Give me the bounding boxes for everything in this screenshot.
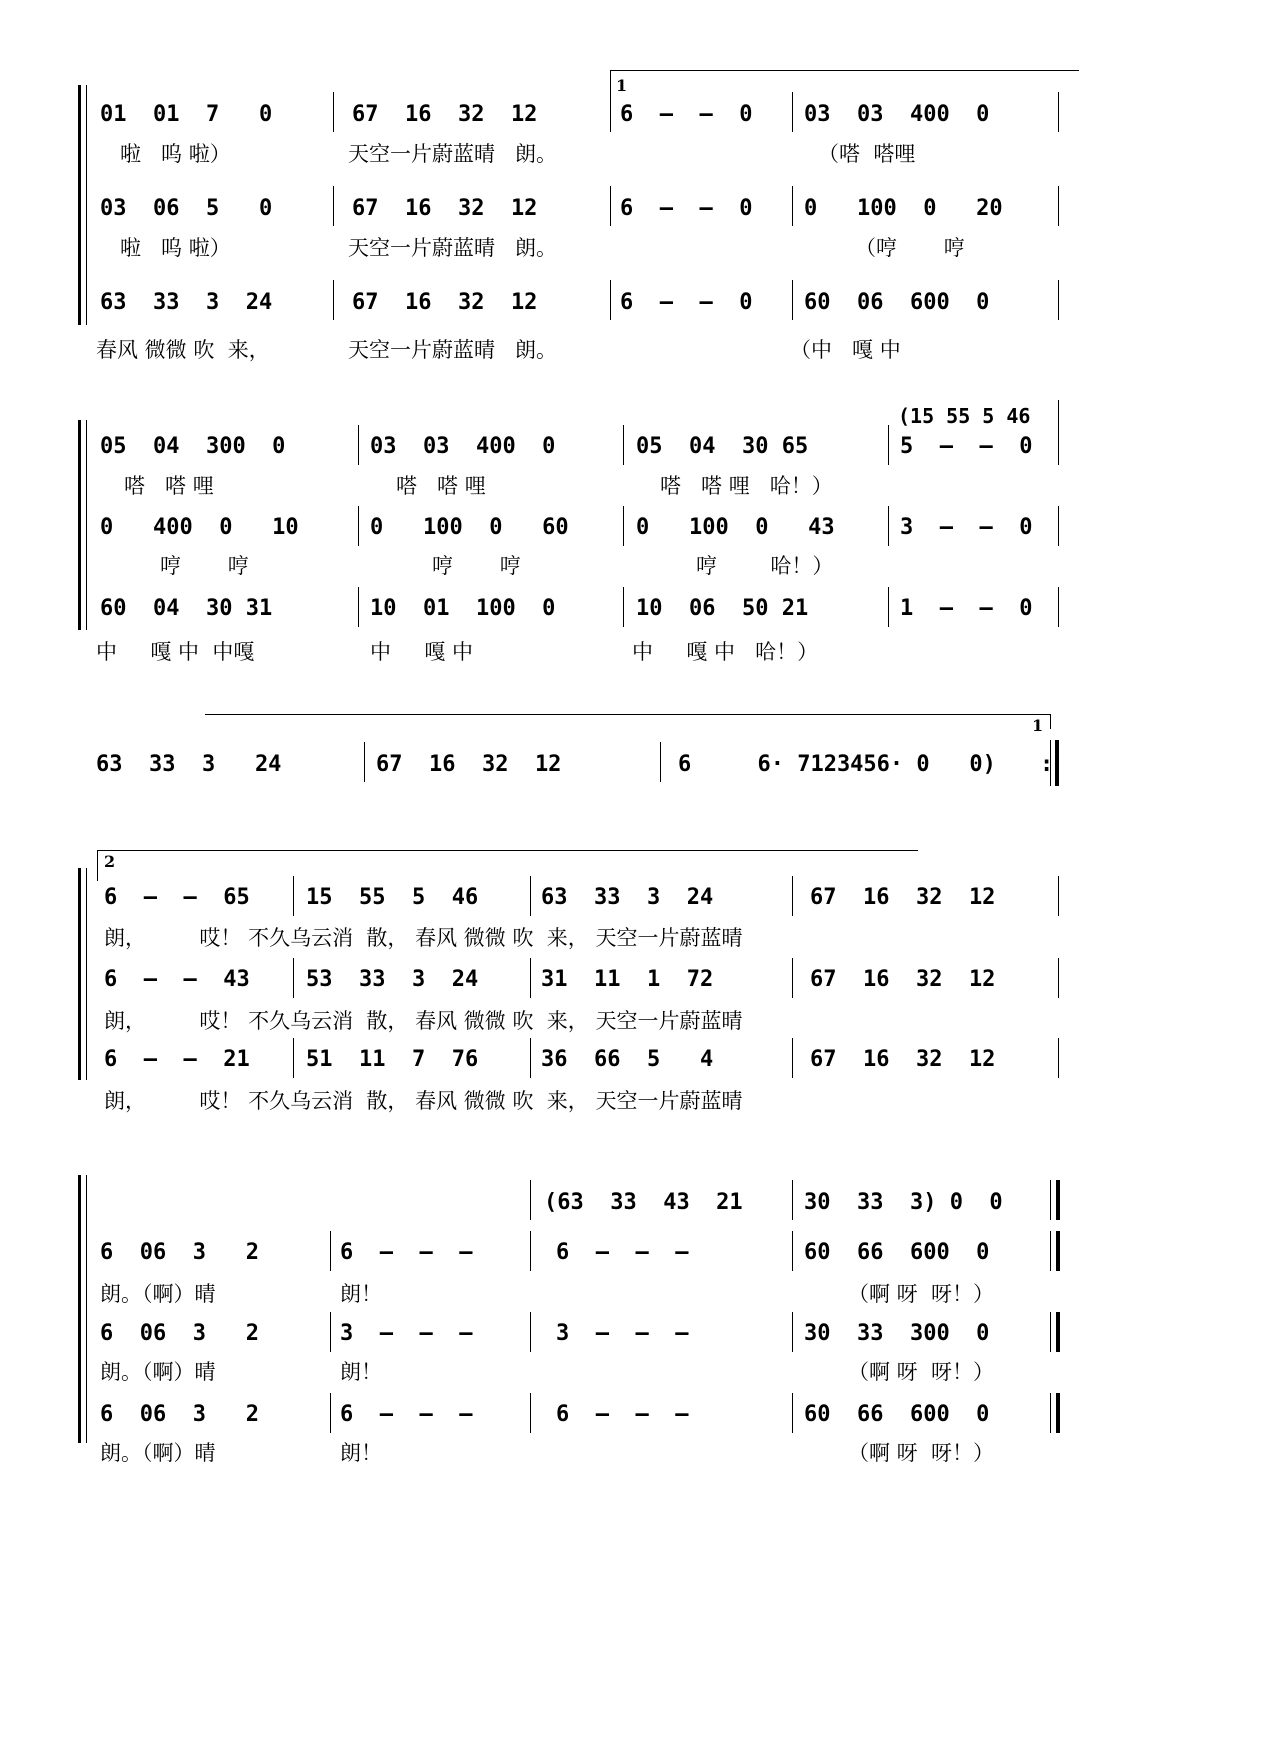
part3-measure1: 60 04 30 31 bbox=[100, 596, 273, 621]
barline bbox=[792, 958, 793, 998]
barline bbox=[1058, 958, 1059, 998]
volta-number: 1 bbox=[616, 76, 628, 95]
final-barline-thick bbox=[1056, 1393, 1060, 1433]
barline bbox=[888, 425, 889, 465]
part3-lyrics: 朗， 哎！ 不久乌云消 散， 春风 微微 吹 来， 天空一片蔚蓝晴 bbox=[104, 1089, 743, 1113]
part1-measure4: 5 – – 0 bbox=[900, 434, 1033, 459]
final-barline-thin bbox=[1050, 1231, 1051, 1271]
barline bbox=[530, 1038, 531, 1078]
part2-lyrics-2: 哼 哼 bbox=[432, 554, 521, 578]
part2-lyrics: 朗， 哎！ 不久乌云消 散， 春风 微微 吹 来， 天空一片蔚蓝晴 bbox=[104, 1009, 743, 1033]
part2-measure4: 0 100 0 20 bbox=[804, 196, 1003, 221]
barline bbox=[1058, 587, 1059, 627]
part1-lyrics-3: （啊 呀 呀！） bbox=[848, 1282, 995, 1306]
system-bracket bbox=[86, 85, 87, 325]
part3-measure3: 36 66 5 4 bbox=[541, 1047, 714, 1072]
barline bbox=[888, 506, 889, 546]
barline bbox=[1058, 876, 1059, 916]
part2-lyrics-1: 哼 哼 bbox=[160, 554, 249, 578]
part3-measure4: 67 16 32 12 bbox=[810, 1047, 996, 1072]
barline bbox=[333, 280, 334, 320]
part1-measure2: 03 03 400 0 bbox=[370, 434, 556, 459]
part3-measure1: 6 06 3 2 bbox=[100, 1402, 259, 1427]
part1-measure1: 01 01 7 0 bbox=[100, 102, 273, 127]
part2-measure4: 30 33 300 0 bbox=[804, 1321, 990, 1346]
part2-measure1: 6 06 3 2 bbox=[100, 1321, 259, 1346]
part2-measure1: 6 – – 43 bbox=[104, 967, 250, 992]
barline bbox=[792, 1312, 793, 1352]
system-brace bbox=[78, 85, 81, 325]
part3-measure1: 63 33 3 24 bbox=[100, 290, 273, 315]
part3-measure4: 60 66 600 0 bbox=[804, 1402, 990, 1427]
barline bbox=[792, 1180, 793, 1220]
part3-measure3: 10 06 50 21 bbox=[636, 596, 809, 621]
part1-lyrics-2: 天空一片蔚蓝晴 朗。 bbox=[348, 142, 558, 166]
part1-lyrics-2: 朗！ bbox=[340, 1282, 382, 1306]
part3-measure3: 6 – – – bbox=[556, 1402, 689, 1427]
end-repeat-barline bbox=[1055, 740, 1059, 786]
part2-measure2: 53 33 3 24 bbox=[306, 967, 479, 992]
part1-measure4: 03 03 400 0 bbox=[804, 102, 990, 127]
part3-measure2: 67 16 32 12 bbox=[352, 290, 538, 315]
volta-bracket-1 bbox=[205, 714, 1051, 729]
part1-lyrics-1: 嗒 嗒 哩 bbox=[124, 474, 214, 498]
part3-lyrics-1: 中 嘎 中 中嘎 bbox=[96, 640, 255, 664]
final-barline-thin bbox=[1050, 1180, 1051, 1220]
barline bbox=[792, 1231, 793, 1271]
part2-lyrics-3: 哼 哈！） bbox=[696, 554, 834, 578]
part1-measure3: 63 33 3 24 bbox=[541, 885, 714, 910]
part2-measure3: 0 100 0 43 bbox=[636, 515, 835, 540]
part3-lyrics-2: 天空一片蔚蓝晴 朗。 bbox=[348, 338, 558, 362]
measure1: 63 33 3 24 bbox=[96, 752, 282, 777]
part1-lyrics-1: 朗。（啊）晴 bbox=[100, 1282, 216, 1306]
barline bbox=[293, 958, 294, 998]
part1-lyrics-3: 嗒 嗒 哩 哈！） bbox=[660, 474, 833, 498]
system-brace bbox=[78, 1175, 81, 1443]
barline bbox=[530, 1393, 531, 1433]
barline bbox=[1058, 280, 1059, 320]
part3-lyrics-2: 中 嘎 中 bbox=[370, 640, 474, 664]
barline bbox=[364, 742, 365, 782]
final-barline-thin bbox=[1050, 1393, 1051, 1433]
part2-lyrics-2: 朗！ bbox=[340, 1360, 382, 1384]
part3-measure2: 51 11 7 76 bbox=[306, 1047, 479, 1072]
measure2: 67 16 32 12 bbox=[376, 752, 562, 777]
part2-measure4: 67 16 32 12 bbox=[810, 967, 996, 992]
intro-notes: (15 55 5 46 bbox=[898, 404, 1031, 428]
part1-measure2: 15 55 5 46 bbox=[306, 885, 479, 910]
part2-measure1: 0 400 0 10 bbox=[100, 515, 299, 540]
part2-lyrics-2: 天空一片蔚蓝晴 朗。 bbox=[348, 236, 558, 260]
volta-number: 2 bbox=[104, 852, 116, 871]
part3-lyrics-3: （中 嘎 中 bbox=[790, 338, 901, 362]
part2-measure3: 3 – – – bbox=[556, 1321, 689, 1346]
barline bbox=[530, 1312, 531, 1352]
barline bbox=[1058, 506, 1059, 546]
barline bbox=[530, 876, 531, 916]
repeat-dots: : bbox=[1040, 752, 1054, 777]
volta-bracket-2 bbox=[97, 850, 918, 881]
volta-bracket-1 bbox=[610, 70, 1079, 101]
part3-measure4: 1 – – 0 bbox=[900, 596, 1033, 621]
final-barline-thick bbox=[1056, 1312, 1060, 1352]
part2-measure2: 3 – – – bbox=[340, 1321, 473, 1346]
part2-measure4: 3 – – 0 bbox=[900, 515, 1033, 540]
part2-lyrics-1: 啦 呜 啦） bbox=[120, 236, 231, 260]
part3-lyrics-3: 中 嘎 中 哈！） bbox=[632, 640, 819, 664]
barline bbox=[330, 1312, 331, 1352]
barline bbox=[792, 876, 793, 916]
system-bracket bbox=[86, 420, 87, 630]
measure3: 6 6· 7123456· 0 0) bbox=[678, 752, 996, 777]
barline bbox=[293, 1038, 294, 1078]
barline bbox=[333, 92, 334, 132]
system-bracket bbox=[86, 868, 87, 1080]
part1-measure3: 05 04 30 65 bbox=[636, 434, 809, 459]
barline bbox=[1058, 186, 1059, 226]
top-measure2: 30 33 3) 0 0 bbox=[804, 1190, 1003, 1215]
part1-measure1: 6 06 3 2 bbox=[100, 1240, 259, 1265]
part3-measure2: 10 01 100 0 bbox=[370, 596, 556, 621]
part3-lyrics-1: 春风 微微 吹 来， bbox=[96, 338, 270, 362]
barline bbox=[293, 876, 294, 916]
part1-measure4: 67 16 32 12 bbox=[810, 885, 996, 910]
part3-measure2: 6 – – – bbox=[340, 1402, 473, 1427]
part1-lyrics-3: （嗒 嗒哩 bbox=[818, 142, 916, 166]
system-bracket bbox=[86, 1175, 87, 1443]
barline bbox=[358, 425, 359, 465]
final-barline-thick bbox=[1056, 1231, 1060, 1271]
part3-measure3: 6 – – 0 bbox=[620, 290, 753, 315]
part2-lyrics-3: （啊 呀 呀！） bbox=[848, 1360, 995, 1384]
barline bbox=[358, 587, 359, 627]
part1-measure1: 6 – – 65 bbox=[104, 885, 250, 910]
barline bbox=[1050, 740, 1051, 786]
barline bbox=[1058, 1038, 1059, 1078]
part1-measure1: 05 04 300 0 bbox=[100, 434, 286, 459]
part2-measure3: 31 11 1 72 bbox=[541, 967, 714, 992]
part3-lyrics-2: 朗！ bbox=[340, 1441, 382, 1465]
top-measure1: (63 33 43 21 bbox=[544, 1190, 743, 1215]
final-barline-thick bbox=[1056, 1180, 1060, 1220]
barline bbox=[623, 425, 624, 465]
barline bbox=[1058, 400, 1059, 465]
final-barline-thin bbox=[1050, 1312, 1051, 1352]
barline bbox=[333, 186, 334, 226]
barline bbox=[610, 92, 611, 132]
part3-lyrics-3: （啊 呀 呀！） bbox=[848, 1441, 995, 1465]
barline bbox=[530, 1180, 531, 1220]
volta-number: 1 bbox=[1032, 716, 1044, 735]
barline bbox=[358, 506, 359, 546]
part1-lyrics: 朗， 哎！ 不久乌云消 散， 春风 微微 吹 来， 天空一片蔚蓝晴 bbox=[104, 926, 743, 950]
barline bbox=[888, 587, 889, 627]
barline bbox=[660, 742, 661, 782]
barline bbox=[330, 1231, 331, 1271]
barline bbox=[330, 1393, 331, 1433]
barline bbox=[530, 1231, 531, 1271]
part3-measure1: 6 – – 21 bbox=[104, 1047, 250, 1072]
barline bbox=[792, 280, 793, 320]
part2-lyrics-3: （哼 哼 bbox=[855, 236, 965, 260]
system-brace bbox=[78, 868, 81, 1080]
barline bbox=[623, 506, 624, 546]
barline bbox=[1058, 92, 1059, 132]
barline bbox=[610, 280, 611, 320]
part1-measure2: 6 – – – bbox=[340, 1240, 473, 1265]
part3-measure4: 60 06 600 0 bbox=[804, 290, 990, 315]
part2-measure2: 0 100 0 60 bbox=[370, 515, 569, 540]
barline bbox=[610, 186, 611, 226]
part1-measure4: 60 66 600 0 bbox=[804, 1240, 990, 1265]
part2-measure2: 67 16 32 12 bbox=[352, 196, 538, 221]
barline bbox=[530, 958, 531, 998]
part1-lyrics-1: 啦 呜 啦） bbox=[120, 142, 231, 166]
system-brace bbox=[78, 420, 81, 630]
part2-measure3: 6 – – 0 bbox=[620, 196, 753, 221]
part3-lyrics-1: 朗。（啊）晴 bbox=[100, 1441, 216, 1465]
part1-measure2: 67 16 32 12 bbox=[352, 102, 538, 127]
part1-measure3: 6 – – 0 bbox=[620, 102, 753, 127]
barline bbox=[792, 186, 793, 226]
part2-lyrics-1: 朗。（啊）晴 bbox=[100, 1360, 216, 1384]
barline bbox=[623, 587, 624, 627]
part2-measure1: 03 06 5 0 bbox=[100, 196, 273, 221]
barline bbox=[792, 92, 793, 132]
part1-measure3: 6 – – – bbox=[556, 1240, 689, 1265]
barline bbox=[792, 1393, 793, 1433]
barline bbox=[792, 1038, 793, 1078]
part1-lyrics-2: 嗒 嗒 哩 bbox=[396, 474, 486, 498]
